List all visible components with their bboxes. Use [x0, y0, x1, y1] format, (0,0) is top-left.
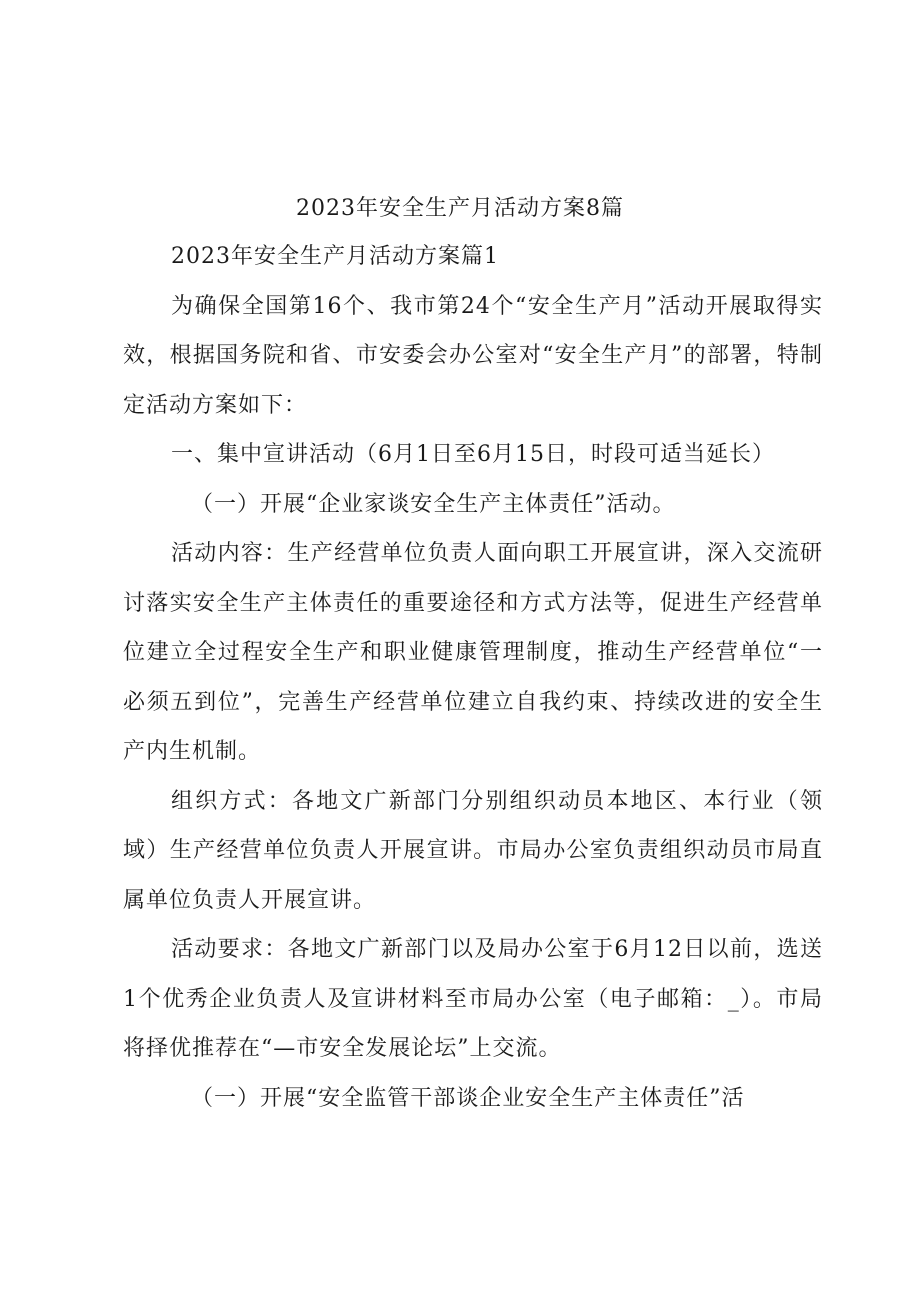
paragraph-requirements: 活动要求：各地文广新部门以及局办公室于6月12日以前，选送1个优秀企业负责人及宣讲材料至市局办公室（电子邮箱：_）。市局将择优推荐在“—市安全发展论坛”上交流。: [123, 937, 823, 1061]
paragraph-activity-content: 活动内容：生产经营单位负责人面向职工开展宣讲，深入交流研讨落实安全生产主体责任的重要途径和方式方法等，促进生产经营单位建立全过程安全生产和职业健康管理制度，推动生产经营单位“一必须五到位”，完善生产经营单位建立自我约束、持续改进的安全生产内生机制。: [123, 541, 823, 764]
document-title: 2023年安全生产月活动方案8篇: [296, 196, 624, 221]
section-heading: 2023年安全生产月活动方案篇1: [171, 244, 499, 269]
heading-level-2-next: （一）开展“安全监管干部谈企业安全生产主体责任”活: [191, 1085, 745, 1111]
paragraph-intro: 为确保全国第16个、我市第24个“安全生产月”活动开展取得实效，根据国务院和省、市安委会办公室对“安全生产月”的部署，特制定活动方案如下：: [123, 293, 823, 418]
heading-level-1: 一、集中宣讲活动（6月1日至6月15日，时段可适当延长）: [171, 442, 775, 467]
heading-level-2: （一）开展“企业家谈安全生产主体责任”活动。: [191, 491, 676, 517]
document-body: [123, 232, 823, 1123]
paragraph-organization: 组织方式：各地文广新部门分别组织动员本地区、本行业（领域）生产经营单位负责人开展宣讲。市局办公室负责组织动员市局直属单位负责人开展宣讲。: [123, 788, 823, 913]
